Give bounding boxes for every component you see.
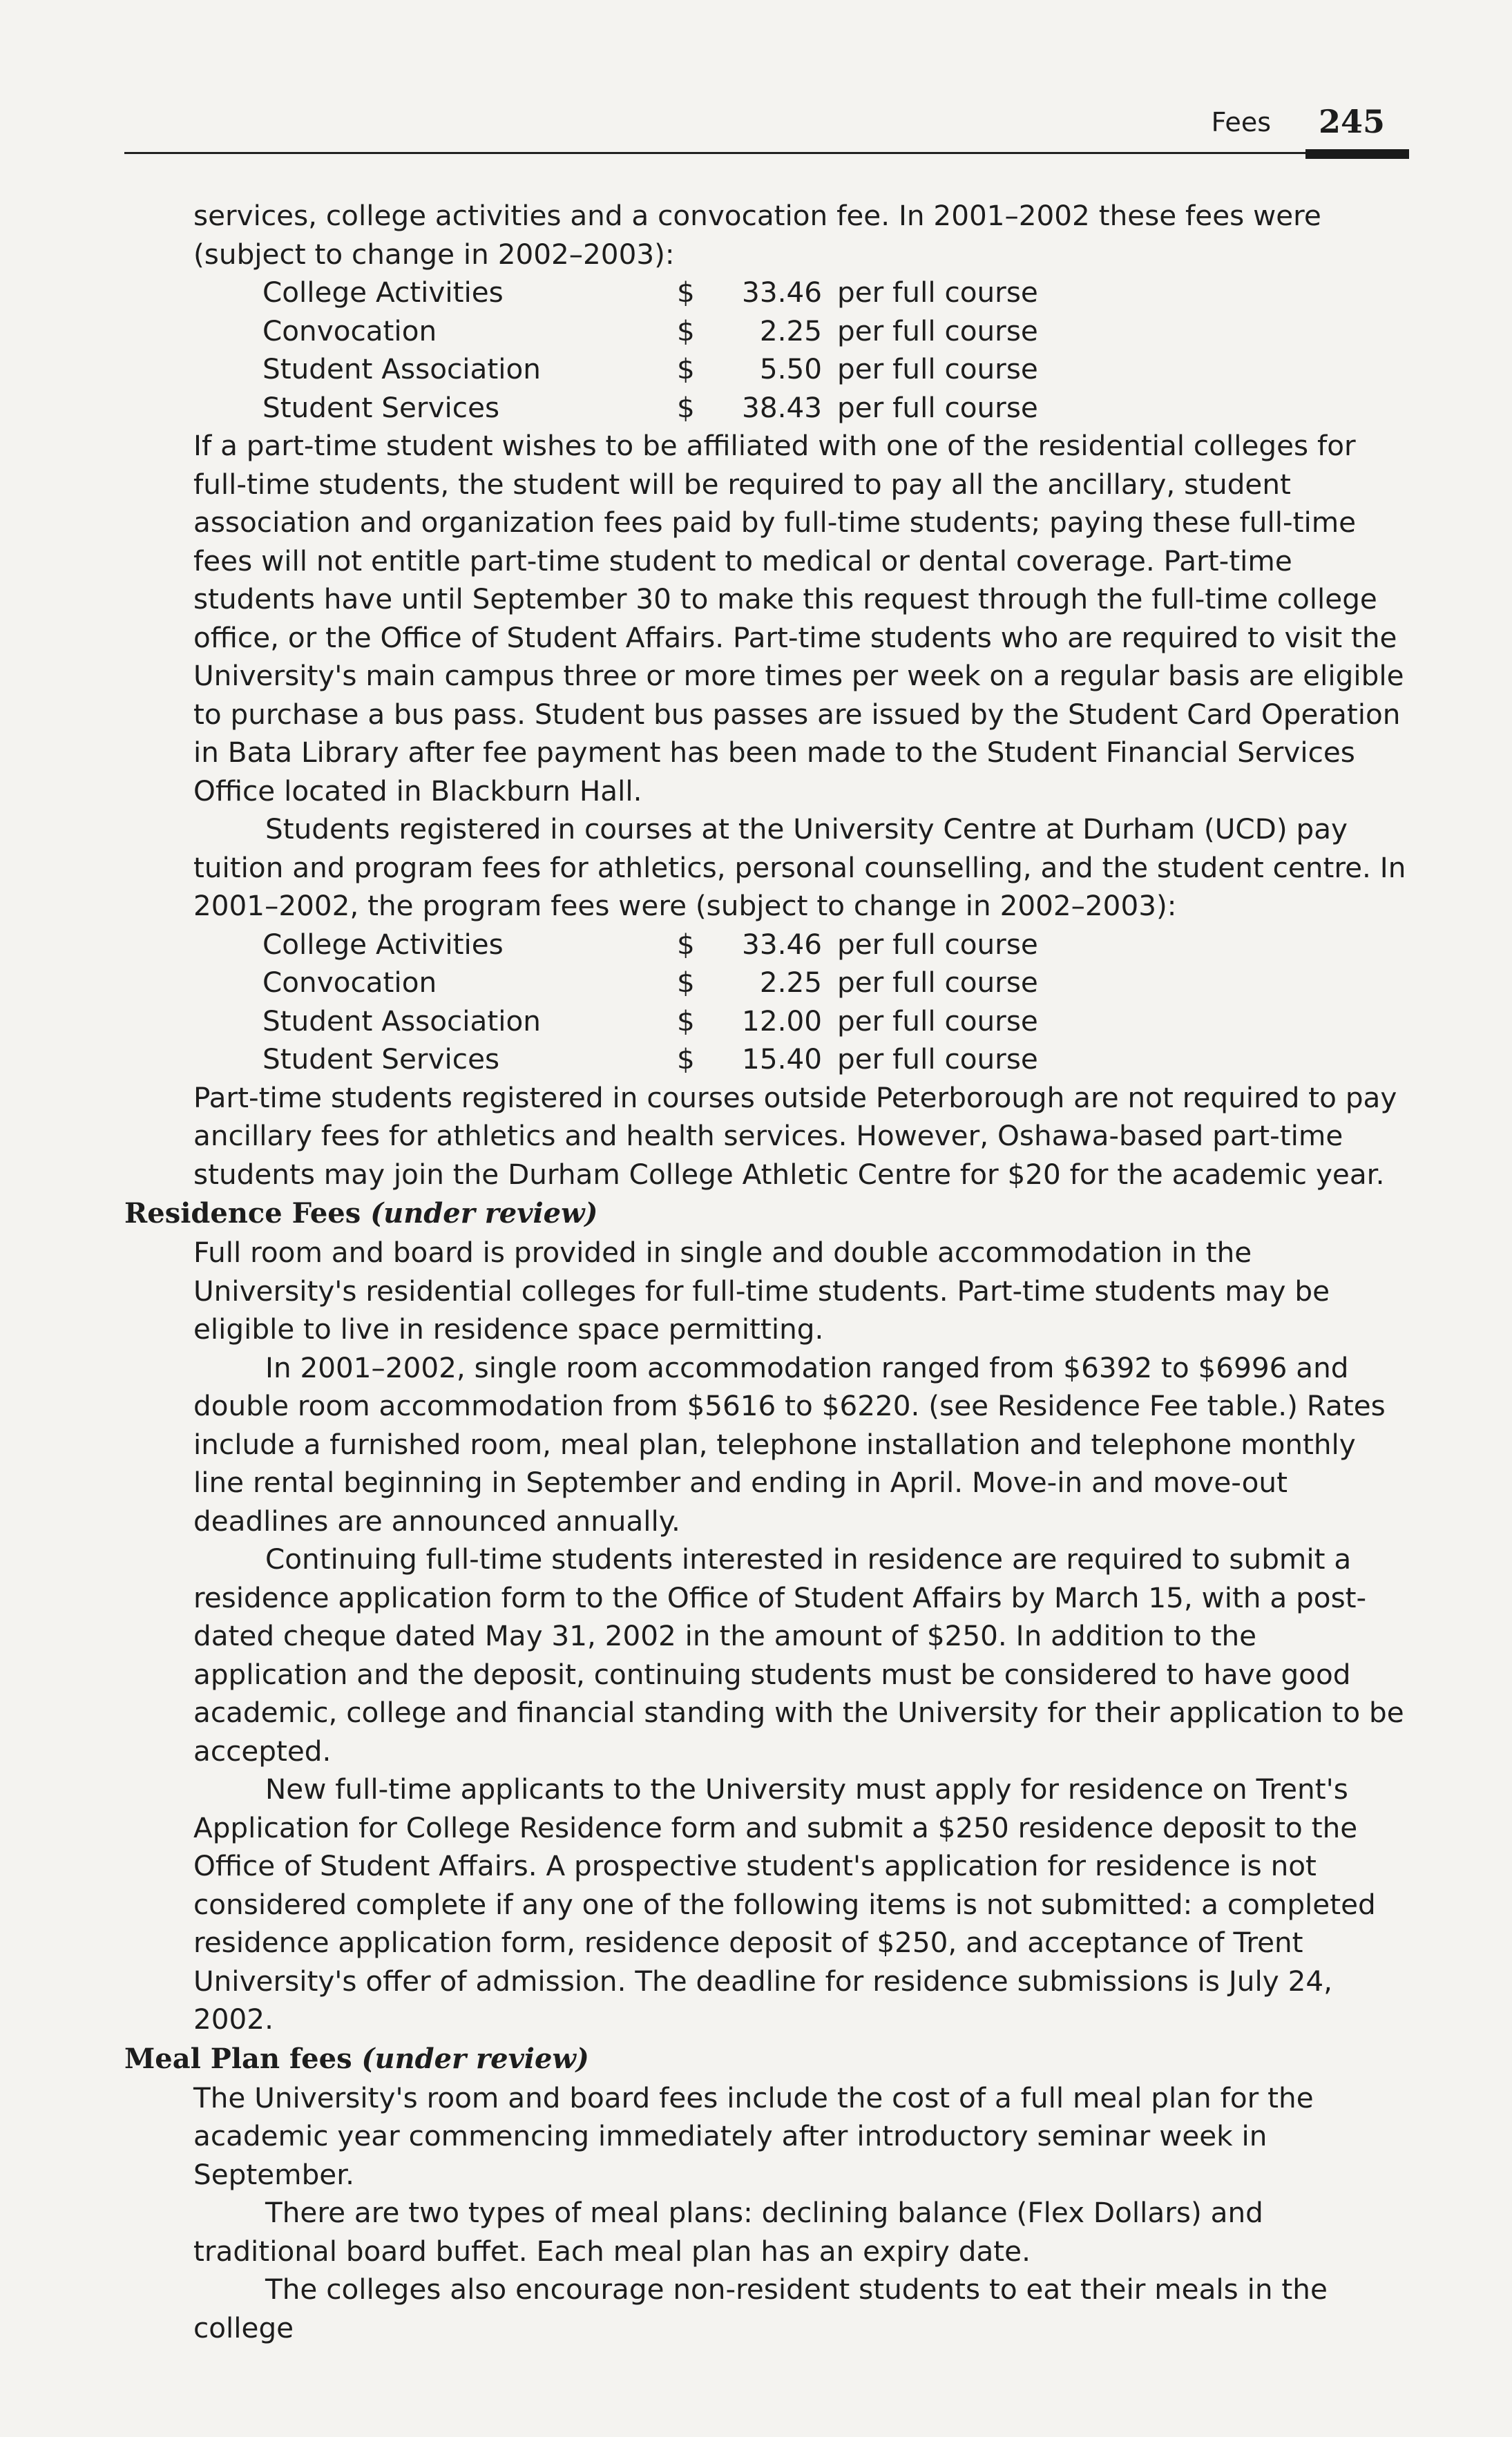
fee-unit: per full course: [837, 390, 1038, 424]
paragraph: Part-time students registered in courses outside Peterborough are not required to pay ancillary fees for athletics and health services. However, Oshawa-based part-time students may join the Durham College Athletic Centre for $20 for the academic year.: [193, 1080, 1397, 1191]
section-heading: [124, 1194, 1409, 1234]
fee-unit: per full course: [837, 927, 1038, 961]
fee-name: Student Association: [262, 1004, 541, 1038]
paragraph: New full-time applicants to the University must apply for residence on Trent's Application for College Residence form and submit a $250 residence deposit to the Office of Student Affairs. A prospective student's application for residence is not considered complete if any one of the following items is not submitted: a completed residence application form, residence deposit of $250, and acceptance of Trent University's offer of admission. The deadline for residence submissions is July 24, 2002.: [193, 1772, 1376, 2036]
fee-unit: per full course: [837, 276, 1038, 309]
fee-amount: 38.43: [742, 390, 822, 424]
fee-currency: $: [677, 276, 695, 309]
paragraph: Full room and board is provided in single and double accommodation in the University's residential colleges for full-time students. Part-time students may be eligible to live in residence space permitting.: [193, 1236, 1330, 1346]
fee-row: [262, 274, 1038, 312]
paragraph: Continuing full-time students interested in residence are required to submit a residence application form to the Office of Student Affairs by March 15, with a post-dated cheque dated May 31, 2002 in the amount of $250. In addition to the application and the deposit, continuing students must be considered to have good academic, college and financial standing with the University for their application to be accepted.: [193, 1542, 1404, 1768]
paragraph: The University's room and board fees include the cost of a full meal plan for the academic year commencing immediately after introductory seminar week in September.: [193, 2081, 1314, 2191]
fee-currency: $: [677, 352, 695, 385]
paragraph: If a part-time student wishes to be affiliated with one of the residential colleges for full-time students, the student will be required to pay all the ancillary, student association and organization fees paid by full-time students; paying these full-time fees will not entitle part-time student to medical or dental coverage. Part-time students have until September 30 to make this request through the full-time college office, or the Office of Student Affairs. Part-time students who are required to visit the University's main campus three or more times per week on a regular basis are eligible to purchase a bus pass. Student bus passes are issued by the Student Card Operation in Bata Library after fee payment has been made to the Student Financial Services Office located in Blackburn Hall.: [193, 429, 1404, 807]
paragraph: services, college activities and a convocation fee. In 2001–2002 these fees were (subject to change in 2002–2003):: [193, 199, 1321, 271]
fee-name: Convocation: [262, 966, 437, 999]
section-heading: [124, 2039, 1409, 2079]
page-header: [124, 100, 1409, 150]
paragraph: There are two types of meal plans: declining balance (Flex Dollars) and traditional board buffet. Each meal plan has an expiry date.: [193, 2196, 1263, 2268]
running-section-title: Fees: [1211, 107, 1271, 137]
paragraph: The colleges also encourage non-resident students to eat their meals in the college: [193, 2273, 1328, 2344]
fee-currency: $: [677, 314, 695, 347]
fee-amount: 15.40: [742, 1042, 822, 1076]
section-heading-note: (under review): [370, 1197, 598, 1230]
header-rule: [124, 152, 1409, 154]
page-number: 245: [1318, 103, 1385, 140]
paragraph: Students registered in courses at the University Centre at Durham (UCD) pay tuition and program fees for athletics, personal counselling, and the student centre. In 2001–2002, the program fees were (subject to change in 2002–2003):: [193, 812, 1406, 922]
fee-currency: $: [677, 1004, 695, 1038]
fee-currency: $: [677, 966, 695, 999]
fee-amount: 2.25: [759, 314, 822, 347]
section-heading-note: (under review): [361, 2042, 589, 2075]
fee-row: [262, 389, 1038, 428]
fee-name: College Activities: [262, 927, 504, 961]
paragraph: In 2001–2002, single room accommodation ranged from $6392 to $6996 and double room accommodation from $5616 to $6220. (see Residence Fee table.) Rates include a furnished room, meal plan, telephone installation and telephone monthly line rental beginning in September and ending in April. Move-in and move-out deadlines are announced annually.: [193, 1350, 1386, 1538]
document-body: [124, 197, 1409, 2347]
fee-row: [262, 926, 1038, 964]
fee-amount: 33.46: [742, 276, 822, 309]
fee-unit: per full course: [837, 352, 1038, 385]
fee-amount: 2.25: [759, 966, 822, 999]
fee-table: [262, 274, 1038, 427]
fee-row: [262, 312, 1038, 351]
fee-name: College Activities: [262, 276, 504, 309]
fee-currency: $: [677, 390, 695, 424]
section-heading-title: Meal Plan fees: [124, 2042, 352, 2075]
fee-name: Convocation: [262, 314, 437, 347]
fee-currency: $: [677, 927, 695, 961]
fee-row: [262, 1002, 1038, 1041]
fee-unit: per full course: [837, 314, 1038, 347]
fee-row: [262, 964, 1038, 1002]
fee-unit: per full course: [837, 1042, 1038, 1076]
header-rule-tab: [1305, 149, 1409, 159]
fee-table: [262, 926, 1038, 1079]
fee-name: Student Services: [262, 1042, 500, 1076]
fee-amount: 33.46: [742, 927, 822, 961]
fee-row: [262, 350, 1038, 389]
section-heading-title: Residence Fees: [124, 1197, 361, 1230]
fee-currency: $: [677, 1042, 695, 1076]
fee-amount: 12.00: [742, 1004, 822, 1038]
fee-unit: per full course: [837, 1004, 1038, 1038]
fee-amount: 5.50: [759, 352, 822, 385]
fee-row: [262, 1040, 1038, 1079]
fee-name: Student Association: [262, 352, 541, 385]
fee-name: Student Services: [262, 390, 500, 424]
fee-unit: per full course: [837, 966, 1038, 999]
